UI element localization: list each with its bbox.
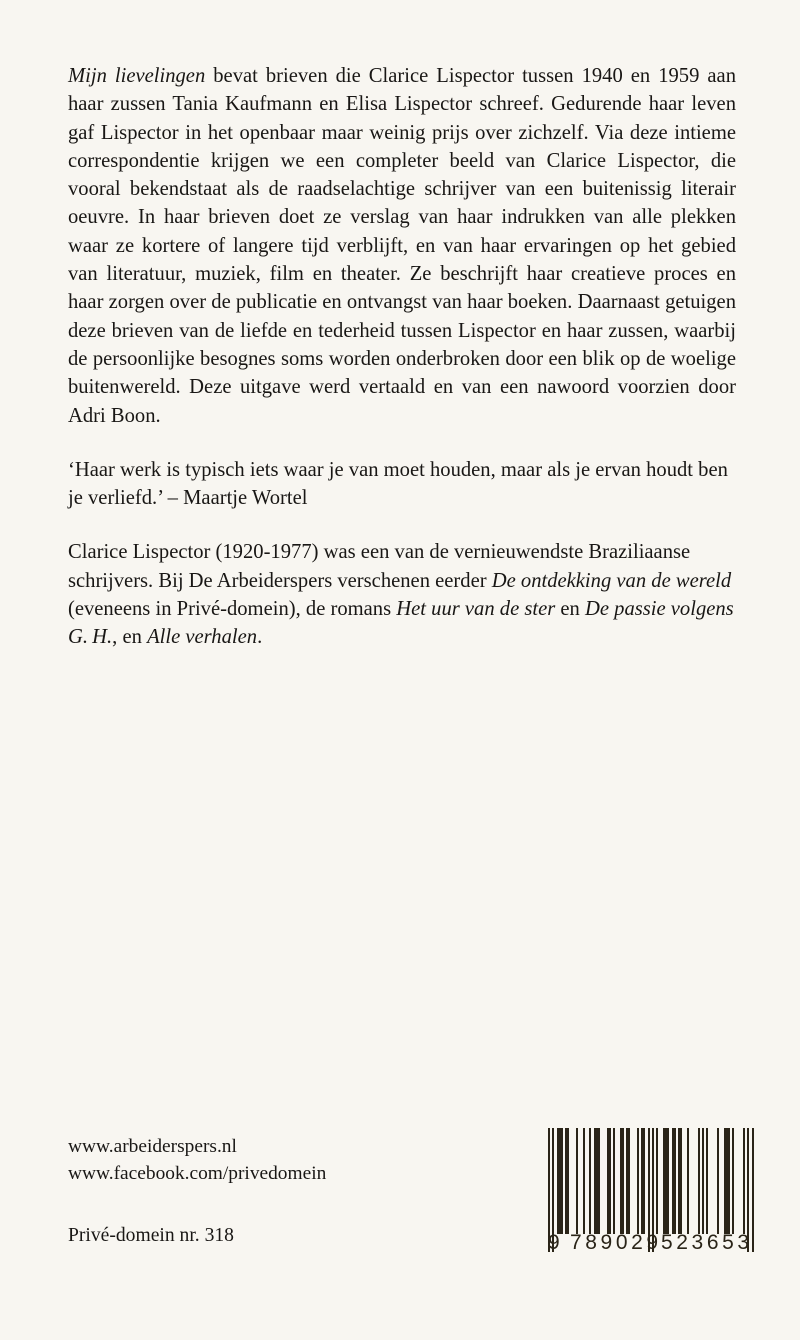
referenced-title-de-ontdekking: De ontdekking van de wereld — [491, 569, 732, 592]
barcode-bar — [620, 1128, 624, 1234]
barcode-bar — [607, 1128, 611, 1234]
barcode-right-group: 523653 — [661, 1231, 753, 1254]
barcode-lead-digit: 9 — [548, 1231, 561, 1254]
barcode-bar — [594, 1128, 600, 1234]
barcode-bar — [687, 1128, 689, 1234]
barcode-bar — [589, 1128, 591, 1234]
barcode-bar — [626, 1128, 630, 1234]
barcode-bar — [613, 1128, 615, 1234]
barcode-bar — [678, 1128, 682, 1234]
blurb-paragraph — [68, 62, 736, 430]
barcode-bar — [576, 1128, 578, 1234]
cover-text-block — [68, 62, 736, 652]
referenced-title-alle-verhalen: Alle verhalen — [147, 626, 258, 649]
barcode-bar — [663, 1128, 669, 1234]
barcode-bar — [724, 1128, 730, 1234]
bio-text-part-5: . — [257, 626, 263, 649]
barcode-bar — [743, 1128, 745, 1234]
publisher-facebook-link[interactable]: www.facebook.com/privedomein — [68, 1163, 327, 1184]
barcode-bar — [565, 1128, 569, 1234]
book-title-italic: Mijn lievelingen — [68, 65, 206, 87]
blurb-body-text: bevat brieven die Clarice Lispector tussen 1940 en 1959 aan haar zussen Tania Kaufmann en Elisa Lispector schreef. Gedurende haar leven gaf Lispector in het openbaar maar weinig prijs over zichzelf. Via deze intieme correspondentie krijgen we een completer beeld van Clarice Lispector, die vooral bekendstaat als de raadselachtige schrijver van een buitenissig literair oeuvre. In haar brieven doet ze verslag van haar indrukken van alle plekken waar ze kortere of langere tijd verblijft, en van haar ervaringen op het gebied van literatuur, muziek, film en theater. Ze beschrijft haar creatieve proces en haar zorgen over de publicatie en ontvangst van haar boeken. Daarnaast getuigen deze brieven van de liefde en tederheid tussen Lispector en haar zussen, waarbij de persoonlijke besognes soms worden onderbroken door een blik op de woelige buitenwereld. Deze uitgave werd vertaald en van een nawoord voorzien door Adri Boon. — [68, 65, 736, 427]
bio-text-part-1: Clarice Lispector (1920-1977) was een van de vernieuwendste Braziliaanse schrijvers. Bij De Arbeiderspers verschenen eerder — [68, 541, 691, 592]
barcode-bar — [717, 1128, 719, 1234]
bio-text-part-4: , en — [112, 626, 148, 649]
bio-text-part-3: en — [555, 598, 585, 621]
bio-text-part-2: (eveneens in Privé-domein), de romans — [68, 598, 397, 621]
publisher-website-link[interactable]: www.arbeiderspers.nl — [68, 1136, 237, 1157]
barcode-bar — [672, 1128, 676, 1234]
barcode-bar — [706, 1128, 708, 1234]
barcode-left-group: 789029 — [570, 1231, 662, 1254]
publisher-links — [68, 1133, 326, 1187]
barcode-bar — [557, 1128, 563, 1234]
barcode-bar — [698, 1128, 700, 1234]
barcode-bar — [583, 1128, 585, 1234]
author-bio-paragraph — [68, 538, 736, 651]
barcode-bar — [732, 1128, 734, 1234]
referenced-title-de-passie-volgens-gh: De passie volgens G. H. — [68, 598, 734, 649]
barcode-bar — [637, 1128, 639, 1234]
barcode-bar — [656, 1128, 658, 1234]
barcode-bar — [702, 1128, 704, 1234]
series-number-label: Privé-domein nr. 318 — [68, 1225, 234, 1246]
barcode-bar — [641, 1128, 645, 1234]
review-quote-paragraph: ‘Haar werk is typisch iets waar je van moet houden, maar als je ervan houdt ben je verliefd.’ – Maartje Wortel — [68, 458, 728, 510]
barcode-digits — [548, 1231, 754, 1255]
cover-footer — [68, 1133, 753, 1273]
isbn-barcode — [548, 1128, 754, 1262]
referenced-title-het-uur-van-de-ster: Het uur van de ster — [396, 598, 556, 621]
